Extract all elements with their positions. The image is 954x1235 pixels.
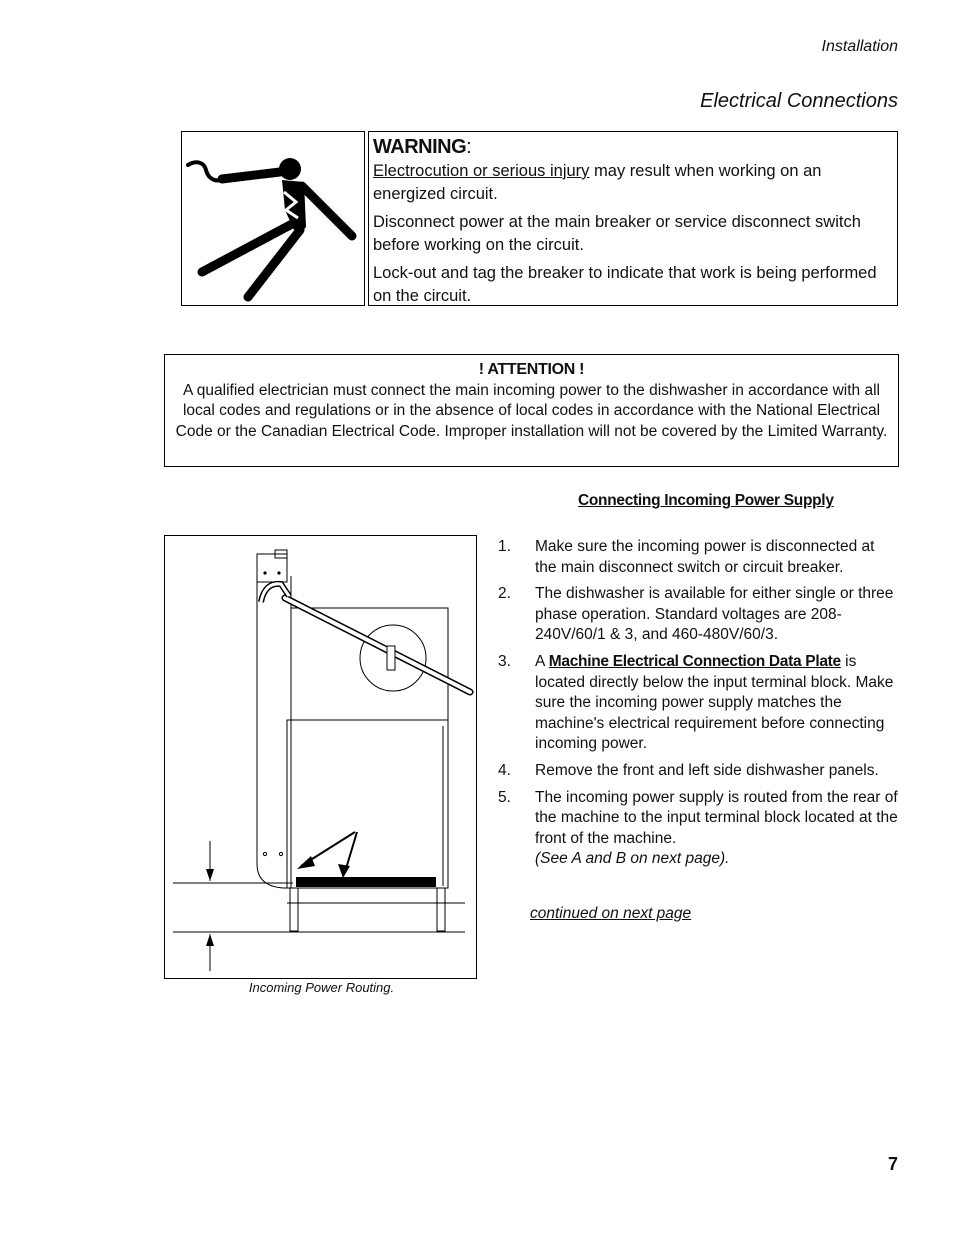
electrocution-hazard-icon <box>182 132 364 305</box>
warning-hazard-rest: may result when working on an energized circuit. <box>373 162 822 203</box>
attention-box <box>164 354 899 467</box>
warning-hazard-underlined: Electrocution or serious injury <box>373 162 590 180</box>
warning-title-colon: : <box>466 136 472 158</box>
warning-paragraph-2: Disconnect power at the main breaker or service disconnect switch before working on the circuit. <box>373 213 861 254</box>
warning-paragraph-1 <box>373 160 891 206</box>
step-note: (See A and B on next page). <box>535 850 730 868</box>
section-heading: Connecting Incoming Power Supply <box>578 492 834 509</box>
list-item <box>498 652 898 755</box>
step-text: Make sure the incoming power is disconnected at the main disconnect switch or circuit breaker. <box>535 538 875 576</box>
page-number: 7 <box>887 1154 898 1174</box>
step-number: 1. <box>498 538 511 555</box>
page-title: Electrical Connections <box>700 90 898 112</box>
steps-list <box>498 537 898 876</box>
list-item <box>498 537 898 578</box>
step-text-post: is located directly below the input terminal block. Make sure the incoming power supply matches the machine's electrical requirement before connecting incoming power. <box>535 652 894 753</box>
step-text-pre: A <box>535 652 549 670</box>
list-item <box>498 788 898 870</box>
list-item <box>498 761 898 782</box>
step-number: 2. <box>498 585 511 603</box>
continued-link[interactable]: continued on next page <box>530 905 692 922</box>
warning-icon-box <box>181 131 365 306</box>
attention-title: ! ATTENTION ! <box>478 361 585 378</box>
warning-title-text: WARNING <box>373 136 467 158</box>
warning-paragraph-3: Lock-out and tag the breaker to indicate that work is being performed on the circuit. <box>373 264 877 305</box>
step-text: Remove the front and left side dishwasher panels. <box>535 761 879 779</box>
dishwasher-diagram <box>165 536 476 978</box>
figure-incoming-power-routing <box>164 535 477 979</box>
header-section: Installation <box>821 38 898 55</box>
list-item <box>498 584 898 646</box>
step-text: The dishwasher is available for either single or three phase operation. Standard voltages are 208-240V/60/1 & 3, and 460-480V/60/3. <box>535 585 894 644</box>
attention-body: A qualified electrician must connect the main incoming power to the dishwasher in accordance with all local codes and regulations or in the absence of local codes in accordance with the National Electrical Code or the Canadian Electrical Code. Improper installation will not be covered by the Limited Warranty. <box>175 381 888 440</box>
step-text: The incoming power supply is routed from the rear of the machine to the input terminal block located at the front of the machine. <box>535 788 898 847</box>
warning-title <box>373 134 891 160</box>
warning-box <box>368 131 898 306</box>
data-plate-link[interactable]: Machine Electrical Connection Data Plate <box>548 652 841 670</box>
figure-caption: Incoming Power Routing. <box>248 980 395 995</box>
step-number: 3. <box>498 652 511 670</box>
step-number: 5. <box>498 788 511 806</box>
step-number: 4. <box>498 761 511 779</box>
